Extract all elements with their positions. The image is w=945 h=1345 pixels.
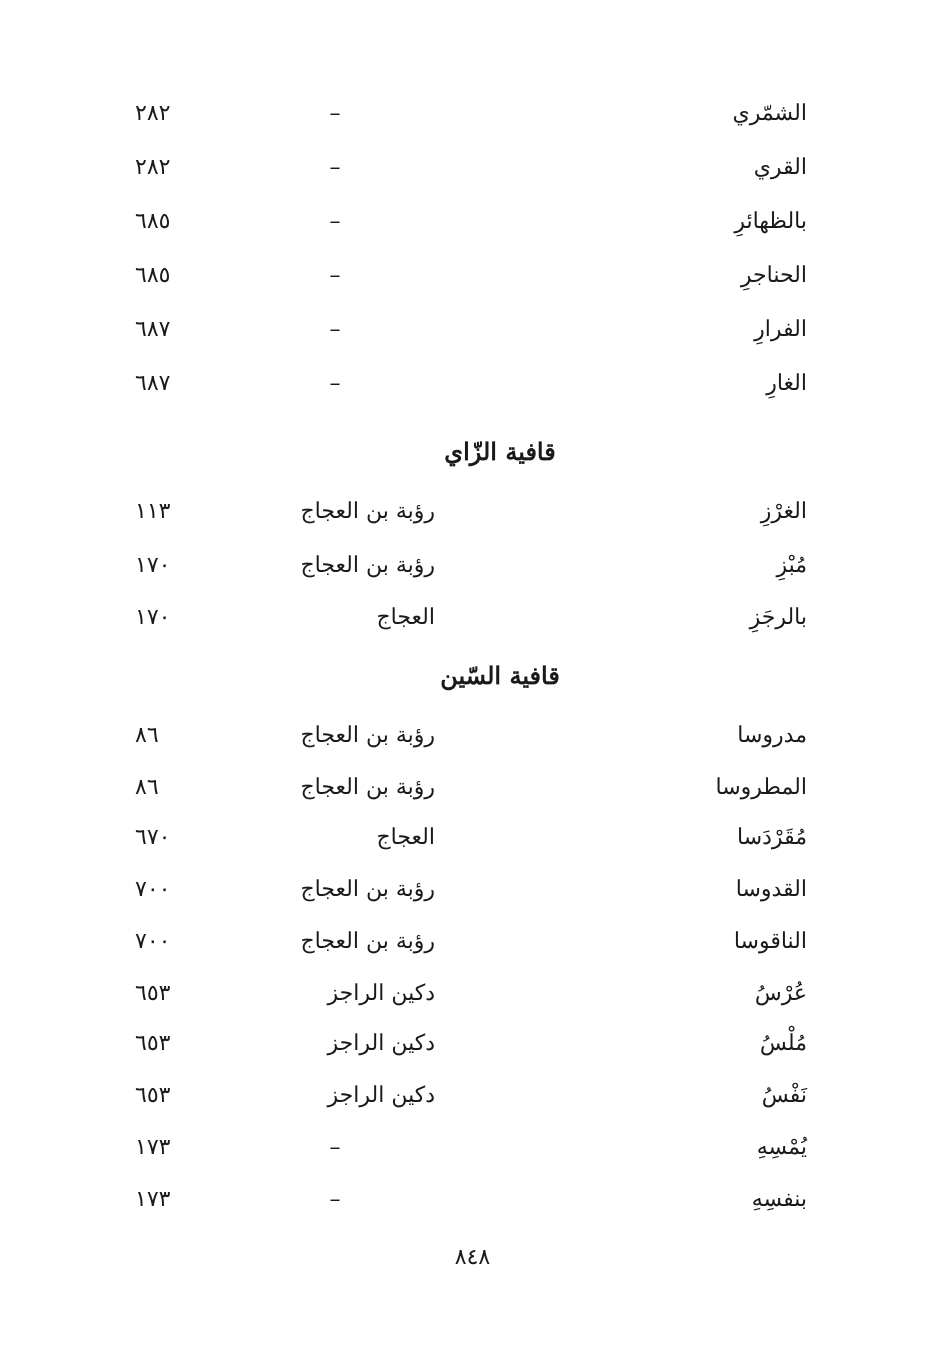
poet-name: رؤبة بن العجاج (300, 553, 435, 578)
poet-name: رؤبة بن العجاج (300, 499, 435, 524)
page-reference: ٦٥٣ (135, 1083, 171, 1108)
poet-name: دكين الراجز (327, 1083, 435, 1108)
index-row (0, 768, 945, 808)
rhyme-word: بنفسِهِ (751, 1187, 807, 1212)
poet-name: – (329, 371, 341, 396)
page-reference: ٧٠٠ (135, 877, 171, 902)
page-reference: ٦٨٧ (135, 371, 171, 396)
index-row (0, 974, 945, 1014)
poet-name: – (329, 155, 341, 180)
poet-name: رؤبة بن العجاج (300, 723, 435, 748)
poet-name: – (329, 263, 341, 288)
page-number: ٨٤٨ (454, 1245, 491, 1270)
poet-name: – (329, 209, 341, 234)
page-reference: ١٧٠ (135, 605, 171, 630)
rhyme-word: المطروسا (715, 775, 807, 800)
rhyme-word: الغارِ (766, 371, 807, 396)
page-reference: ٦٨٧ (135, 317, 171, 342)
rhyme-word: يُمْسِهِ (756, 1135, 807, 1160)
page-reference: ١٧٣ (135, 1187, 171, 1212)
index-row (0, 492, 945, 532)
index-row (0, 1024, 945, 1064)
page-reference: ٦٨٥ (135, 263, 171, 288)
rhyme-word: مُلْسُ (759, 1031, 807, 1056)
rhyme-word: بالرجَزِ (749, 605, 807, 630)
poet-name: – (329, 317, 341, 342)
poet-name: – (329, 1187, 341, 1212)
index-row (0, 922, 945, 962)
index-row (0, 310, 945, 350)
poet-name: العجاج (376, 825, 435, 850)
rhyme-word: القري (753, 155, 807, 180)
poet-name: – (329, 1135, 341, 1160)
index-row (0, 94, 945, 134)
section-heading: قافية الزّاي (444, 437, 556, 466)
page-reference: ٦٨٥ (135, 209, 171, 234)
index-row (0, 148, 945, 188)
page-reference: ٨٦ (135, 775, 159, 800)
index-row (0, 364, 945, 404)
page-reference: ٢٨٢ (135, 101, 171, 126)
poet-name: دكين الراجز (327, 981, 435, 1006)
rhyme-word: الفرارِ (754, 317, 807, 342)
rhyme-word: الشمّري (732, 101, 807, 126)
index-row (0, 546, 945, 586)
index-row (0, 1076, 945, 1116)
index-row (0, 598, 945, 638)
index-row (0, 202, 945, 242)
rhyme-word: القدوسا (735, 877, 807, 902)
index-row (0, 870, 945, 910)
rhyme-word: مُقَرْدَسا (737, 825, 807, 850)
poet-name: رؤبة بن العجاج (300, 775, 435, 800)
poet-name: – (329, 101, 341, 126)
page-reference: ٧٠٠ (135, 929, 171, 954)
page-reference: ٦٧٠ (135, 825, 171, 850)
index-row (0, 1180, 945, 1220)
poet-name: دكين الراجز (327, 1031, 435, 1056)
rhyme-word: الغرْزِ (760, 499, 807, 524)
poet-name: رؤبة بن العجاج (300, 929, 435, 954)
rhyme-word: الحناجرِ (740, 263, 807, 288)
index-row (0, 716, 945, 756)
page-reference: ٢٨٢ (135, 155, 171, 180)
page-reference: ١١٣ (135, 499, 171, 524)
rhyme-word: عُرْسُ (754, 981, 807, 1006)
poet-name: رؤبة بن العجاج (300, 877, 435, 902)
page-reference: ٨٦ (135, 723, 159, 748)
page-reference: ٦٥٣ (135, 1031, 171, 1056)
section-heading: قافية السّين (440, 661, 560, 690)
index-row (0, 256, 945, 296)
rhyme-word: بالظهائرِ (734, 209, 807, 234)
rhyme-word: مدروسا (737, 723, 807, 748)
rhyme-word: نَفْسُ (761, 1083, 807, 1108)
index-row (0, 1128, 945, 1168)
poet-name: العجاج (376, 605, 435, 630)
page-reference: ١٧٣ (135, 1135, 171, 1160)
rhyme-word: مُبْزِ (776, 553, 807, 578)
rhyme-word: الناقوسا (733, 929, 807, 954)
page-reference: ١٧٠ (135, 553, 171, 578)
index-row (0, 818, 945, 858)
page-reference: ٦٥٣ (135, 981, 171, 1006)
